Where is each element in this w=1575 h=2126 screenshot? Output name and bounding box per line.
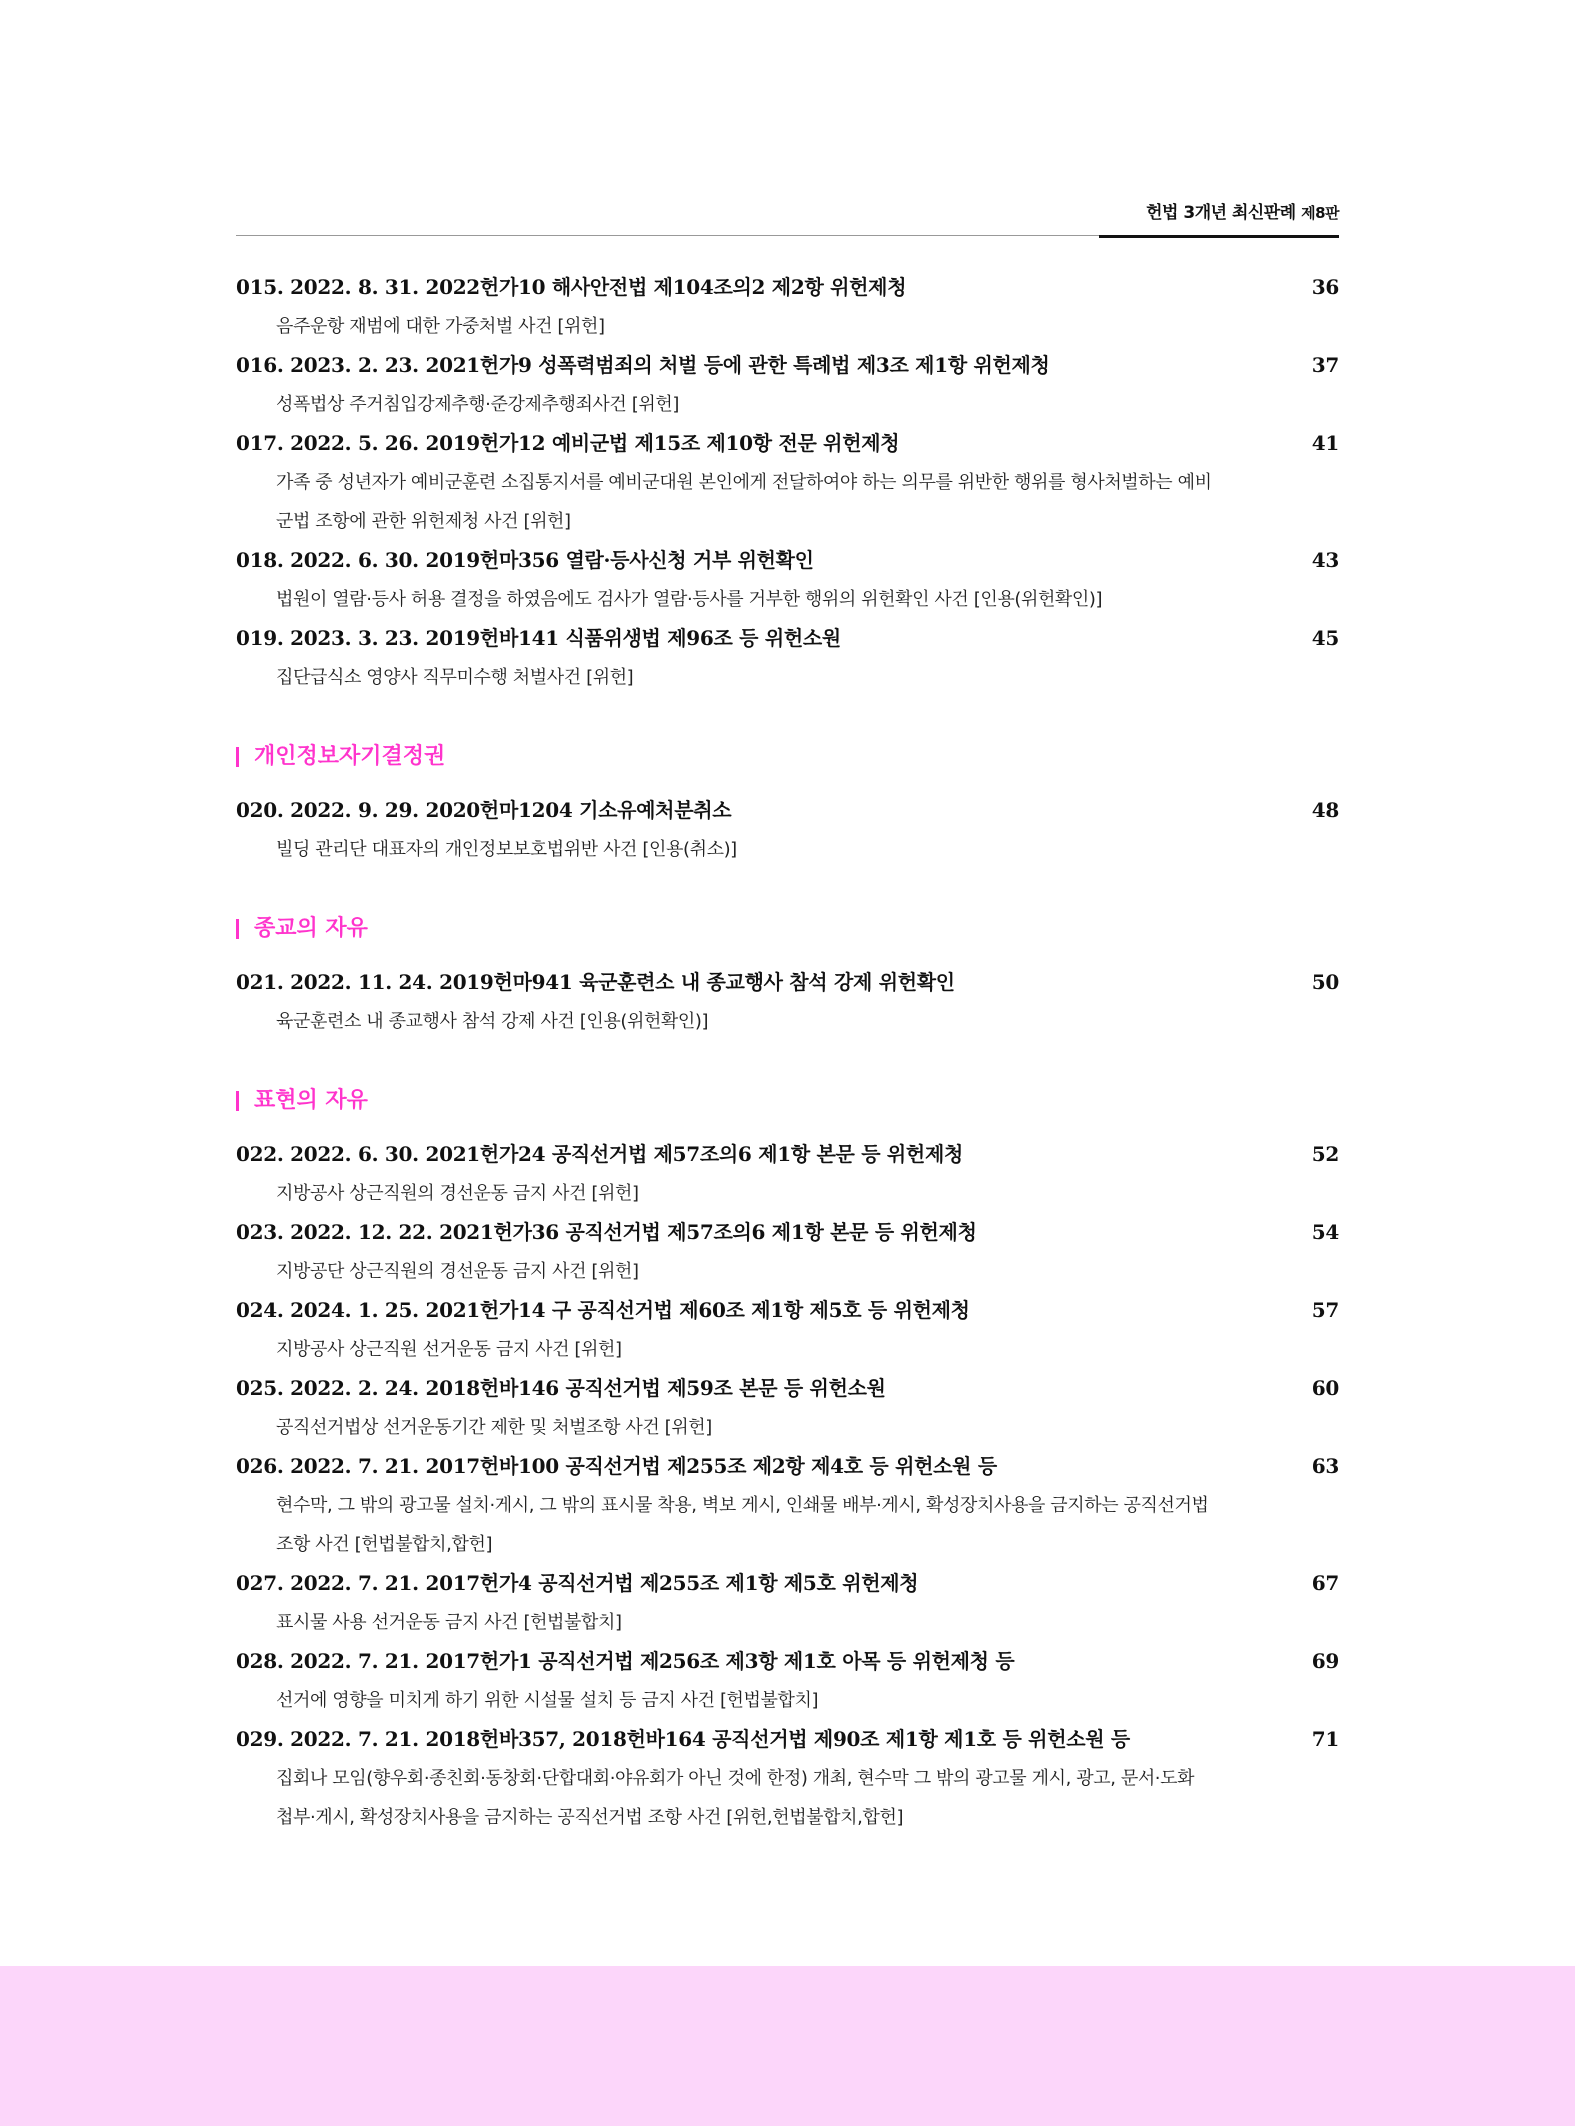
toc-entry[interactable]	[236, 1213, 1339, 1291]
entry-title-text: 015. 2022. 8. 31. 2022헌가10 해사안전법 제104조의2 제2항 위헌제청	[236, 275, 907, 299]
toc-entry[interactable]	[236, 791, 1339, 869]
book-title-text: 헌법 3개년 최신판례	[1146, 203, 1296, 223]
entry-title[interactable]	[236, 268, 1339, 307]
entry-description: 조항 사건 [헌법불합치,합헌]	[276, 1534, 493, 1555]
toc-entry[interactable]	[236, 1447, 1339, 1564]
entry-title[interactable]	[236, 1213, 1339, 1252]
entry-title-text: 017. 2022. 5. 26. 2019헌가12 예비군법 제15조 제10항 전문 위헌제청	[236, 431, 900, 455]
entry-title-text: 023. 2022. 12. 22. 2021헌가36 공직선거법 제57조의6 제1항 본문 등 위헌제청	[236, 1220, 977, 1244]
toc-entry[interactable]	[236, 1369, 1339, 1447]
entry-page-number: 69	[1311, 1649, 1339, 1673]
section-heading	[236, 737, 1339, 776]
toc-entry[interactable]	[236, 1291, 1339, 1369]
entry-title[interactable]	[236, 619, 1339, 658]
entry-description: 군법 조항에 관한 위헌제청 사건 [위헌]	[276, 511, 571, 532]
entry-page-number: 48	[1311, 798, 1339, 822]
toc-entry[interactable]	[236, 963, 1339, 1041]
entry-description: 현수막, 그 밖의 광고물 설치·게시, 그 밖의 표시물 착용, 벽보 게시, 인쇄물 배부·게시, 확성장치사용을 금지하는 공직선거법	[276, 1495, 1209, 1516]
entry-page-number: 45	[1311, 626, 1339, 650]
entry-title[interactable]	[236, 424, 1339, 463]
entry-description: 지방공단 상근직원의 경선운동 금지 사건 [위헌]	[276, 1261, 639, 1282]
entry-title-text: 020. 2022. 9. 29. 2020헌마1204 기소유예처분취소	[236, 798, 732, 822]
entry-title-text: 018. 2022. 6. 30. 2019헌마356 열람·등사신청 거부 위헌확인	[236, 548, 814, 572]
entry-title-text: 024. 2024. 1. 25. 2021헌가14 구 공직선거법 제60조 제1항 제5호 등 위헌제청	[236, 1298, 970, 1322]
section-bar	[236, 919, 239, 939]
entry-title[interactable]	[236, 1447, 1339, 1486]
entry-page-number: 71	[1311, 1727, 1339, 1751]
section-heading-text: 종교의 자유	[254, 916, 368, 941]
section-heading	[236, 1081, 1339, 1120]
toc-entry[interactable]	[236, 424, 1339, 541]
entry-description: 표시물 사용 선거운동 금지 사건 [헌법불합치]	[276, 1612, 622, 1633]
entry-title-text: 025. 2022. 2. 24. 2018헌바146 공직선거법 제59조 본문 등 위헌소원	[236, 1376, 886, 1400]
section-heading	[236, 909, 1339, 948]
table-of-contents	[236, 268, 1339, 1837]
entry-title[interactable]	[236, 1291, 1339, 1330]
entry-title-text: 026. 2022. 7. 21. 2017헌바100 공직선거법 제255조 제2항 제4호 등 위헌소원 등	[236, 1454, 997, 1478]
entry-title-text: 028. 2022. 7. 21. 2017헌가1 공직선거법 제256조 제3항 제1호 아목 등 위헌제청 등	[236, 1649, 1015, 1673]
entry-title[interactable]	[236, 1135, 1339, 1174]
entry-description: 육군훈련소 내 종교행사 참석 강제 사건 [인용(위헌확인)]	[276, 1011, 709, 1032]
entry-title[interactable]	[236, 963, 1339, 1002]
page-header	[236, 196, 1339, 236]
entry-page-number: 60	[1311, 1376, 1339, 1400]
entry-description: 음주운항 재범에 대한 가중처벌 사건 [위헌]	[276, 316, 605, 337]
section-bar	[236, 1091, 239, 1111]
entry-title[interactable]	[236, 1720, 1339, 1759]
toc-entry[interactable]	[236, 619, 1339, 697]
entry-title[interactable]	[236, 346, 1339, 385]
entry-page-number: 67	[1311, 1571, 1339, 1595]
toc-entry[interactable]	[236, 346, 1339, 424]
entry-description: 빌딩 관리단 대표자의 개인정보보호법위반 사건 [인용(취소)]	[276, 839, 737, 860]
entry-description: 선거에 영향을 미치게 하기 위한 시설물 설치 등 금지 사건 [헌법불합치]	[276, 1690, 819, 1711]
entry-title-text: 019. 2023. 3. 23. 2019헌바141 식품위생법 제96조 등 위헌소원	[236, 626, 841, 650]
entry-title-text: 016. 2023. 2. 23. 2021헌가9 성폭력범죄의 처벌 등에 관한 특례법 제3조 제1항 위헌제청	[236, 353, 1050, 377]
entry-title[interactable]	[236, 1642, 1339, 1681]
entry-description: 지방공사 상근직원의 경선운동 금지 사건 [위헌]	[276, 1183, 639, 1204]
section-heading-text: 표현의 자유	[254, 1088, 368, 1113]
entry-description: 공직선거법상 선거운동기간 제한 및 처벌조항 사건 [위헌]	[276, 1417, 712, 1438]
book-edition: 제8판	[1301, 204, 1339, 222]
header-underline	[1099, 235, 1339, 238]
toc-entry[interactable]	[236, 1642, 1339, 1720]
entry-title-text: 027. 2022. 7. 21. 2017헌가4 공직선거법 제255조 제1항 제5호 위헌제청	[236, 1571, 919, 1595]
entry-page-number: 54	[1311, 1220, 1339, 1244]
entry-description: 가족 중 성년자가 예비군훈련 소집통지서를 예비군대원 본인에게 전달하여야 하는 의무를 위반한 행위를 형사처벌하는 예비	[276, 472, 1212, 493]
toc-entry[interactable]	[236, 1564, 1339, 1642]
entry-page-number: 63	[1311, 1454, 1339, 1478]
entry-page-number: 57	[1311, 1298, 1339, 1322]
entry-title[interactable]	[236, 1564, 1339, 1603]
toc-entry[interactable]	[236, 268, 1339, 346]
entry-page-number: 36	[1311, 275, 1339, 299]
entry-description: 집회나 모임(향우회·종친회·동창회·단합대회·야유회가 아닌 것에 한정) 개최, 현수막 그 밖의 광고물 게시, 광고, 문서·도화	[276, 1768, 1195, 1789]
entry-title[interactable]	[236, 1369, 1339, 1408]
toc-entry[interactable]	[236, 1720, 1339, 1837]
entry-description: 지방공사 상근직원 선거운동 금지 사건 [위헌]	[276, 1339, 622, 1360]
entry-description: 첩부·게시, 확성장치사용을 금지하는 공직선거법 조항 사건 [위헌,헌법불합치,합헌]	[276, 1807, 904, 1828]
section-heading-text: 개인정보자기결정권	[254, 744, 446, 769]
entry-page-number: 52	[1311, 1142, 1339, 1166]
footer-band	[0, 1966, 1575, 2126]
entry-page-number: 37	[1311, 353, 1339, 377]
entry-description: 집단급식소 영양사 직무미수행 처벌사건 [위헌]	[276, 667, 634, 688]
entry-title-text: 022. 2022. 6. 30. 2021헌가24 공직선거법 제57조의6 제1항 본문 등 위헌제청	[236, 1142, 963, 1166]
section-bar	[236, 747, 239, 767]
book-title	[1146, 198, 1339, 223]
toc-entry[interactable]	[236, 1135, 1339, 1213]
entry-page-number: 41	[1311, 431, 1339, 455]
entry-page-number: 50	[1311, 970, 1339, 994]
entry-title[interactable]	[236, 541, 1339, 580]
entry-title-text: 029. 2022. 7. 21. 2018헌바357, 2018헌바164 공직선거법 제90조 제1항 제1호 등 위헌소원 등	[236, 1727, 1130, 1751]
entry-description: 법원이 열람·등사 허용 결정을 하였음에도 검사가 열람·등사를 거부한 행위의 위헌확인 사건 [인용(위헌확인)]	[276, 589, 1103, 610]
entry-title-text: 021. 2022. 11. 24. 2019헌마941 육군훈련소 내 종교행사 참석 강제 위헌확인	[236, 970, 955, 994]
entry-title[interactable]	[236, 791, 1339, 830]
entry-description: 성폭법상 주거침입강제추행·준강제추행죄사건 [위헌]	[276, 394, 679, 415]
toc-entry[interactable]	[236, 541, 1339, 619]
entry-page-number: 43	[1311, 548, 1339, 572]
